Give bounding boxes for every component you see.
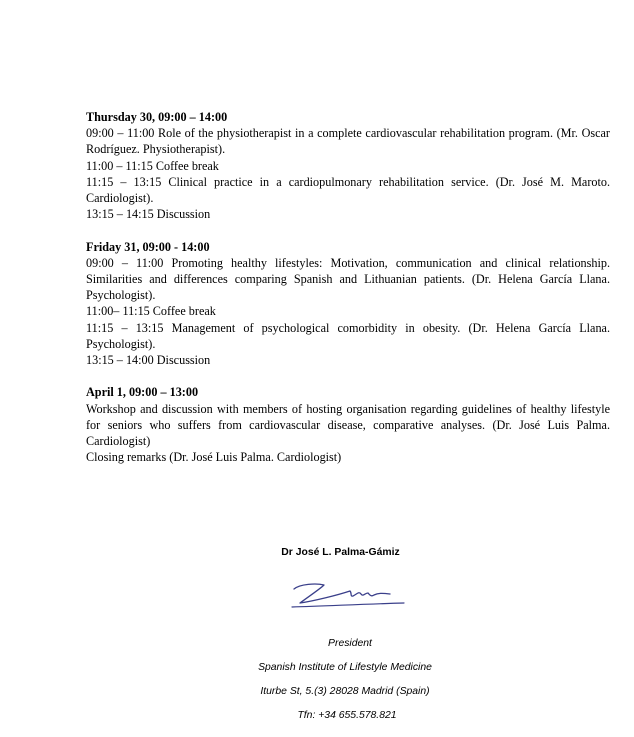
agenda-item: 09:00 – 11:00 Promoting healthy lifestyles: Motivation, communication and clinical relationship. Similarities and differences comparing Spanish and Lithuanian patients. (Dr. Helena García Llana. Psychologist). xyxy=(86,255,610,303)
day-section-april xyxy=(86,384,610,465)
institution-name: Spanish Institute of Lifestyle Medicine xyxy=(258,662,432,673)
agenda-item: 13:15 – 14:15 Discussion xyxy=(86,207,211,222)
day-title: April 1, 09:00 – 13:00 xyxy=(86,385,199,400)
day-section-thursday xyxy=(86,109,610,222)
handwritten-signature xyxy=(286,573,410,617)
agenda-item: 09:00 – 11:00 Role of the physiotherapist in a complete cardiovascular rehabilitation program. (Mr. Oscar Rodríguez. Physiotherapist). xyxy=(86,126,610,157)
agenda-item: 11:00 – 11:15 Coffee break xyxy=(86,158,219,173)
day-section-friday xyxy=(86,239,610,369)
signer-title: President xyxy=(328,638,372,649)
institution-address: Iturbe St, 5.(3) 28028 Madrid (Spain) xyxy=(260,686,430,697)
institution-phone: Tfn: +34 655.578.821 xyxy=(297,710,397,721)
agenda-item: 11:15 – 13:15 Management of psychological comorbidity in obesity. (Dr. Helena García Llana. Psychologist). xyxy=(86,320,610,351)
agenda-item: Workshop and discussion with members of hosting organisation regarding guidelines of healthy lifestyle for seniors who suffers from cardiovascular disease, comparative analyses. (Dr. José Luis Palma. Cardiologist) xyxy=(86,401,610,449)
agenda-item: 11:00– 11:15 Coffee break xyxy=(86,304,216,319)
agenda-item: Closing remarks (Dr. José Luis Palma. Cardiologist) xyxy=(86,450,342,465)
day-title: Thursday 30, 09:00 – 14:00 xyxy=(86,110,228,124)
signature-block xyxy=(0,546,634,560)
day-title: Friday 31, 09:00 - 14:00 xyxy=(86,239,210,254)
signer-name: Dr José L. Palma-Gámiz xyxy=(281,547,400,558)
agenda xyxy=(86,109,610,482)
agenda-item: 13:15 – 14:00 Discussion xyxy=(86,353,211,368)
agenda-item: 11:15 – 13:15 Clinical practice in a cardiopulmonary rehabilitation service. (Dr. José M. Maroto. Cardiologist). xyxy=(86,174,610,206)
